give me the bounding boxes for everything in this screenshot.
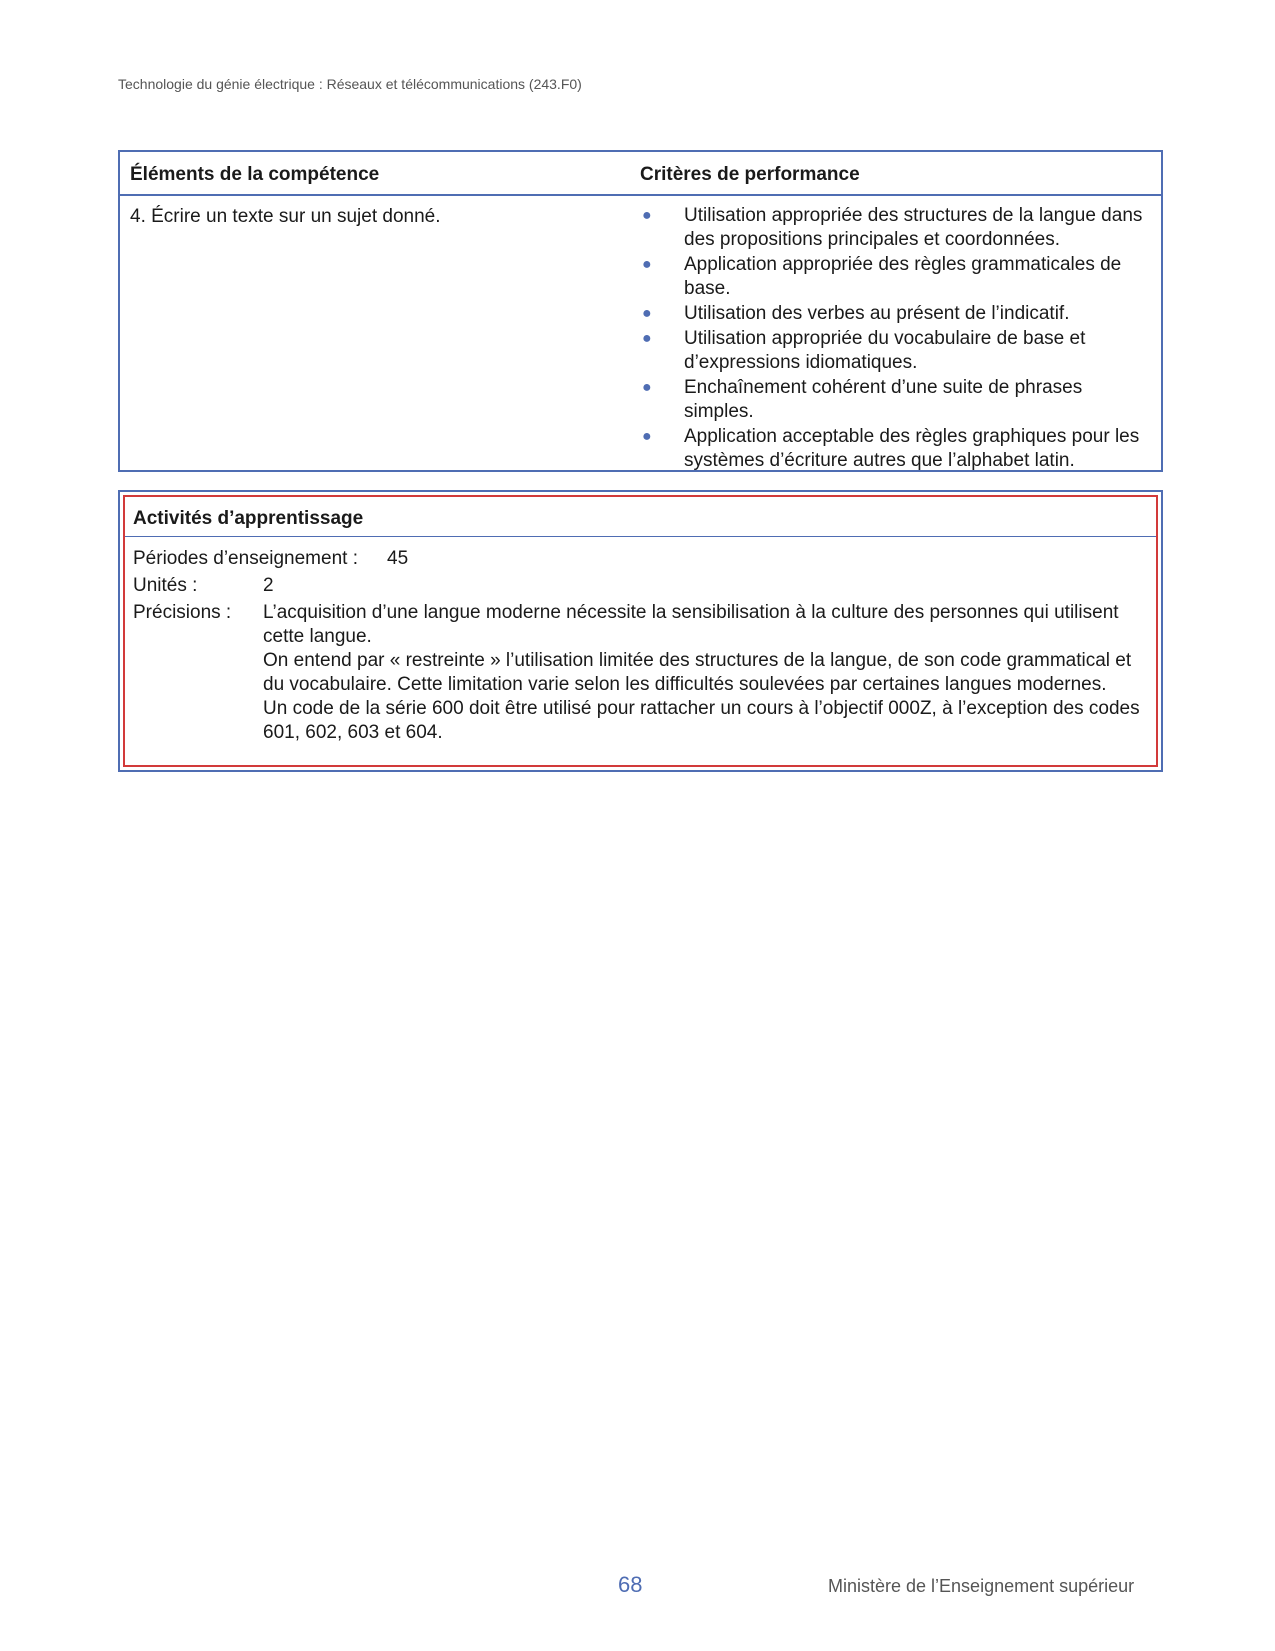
precision-paragraph: On entend par « restreinte » l’utilisation limitée des structures de la langue, de son code grammatical et du vocabulaire. Cette limitation varie selon les difficultés soulevées par certaines langues modernes. bbox=[263, 650, 1132, 695]
criterion-item: ● Utilisation appropriée du vocabulaire de base et d’expressions idiomatiques. bbox=[642, 328, 1086, 373]
learning-activities-inner bbox=[123, 495, 1158, 767]
precision-paragraph: Un code de la série 600 doit être utilisé pour rattacher un cours à l’objectif 000Z, à l’exception des codes 601, 602, 603 et 604. bbox=[263, 698, 1140, 743]
criterion-item: ● Enchaînement cohérent d’une suite de phrases simples. bbox=[642, 377, 1083, 422]
periods-label: Périodes d’enseignement : bbox=[133, 548, 358, 569]
periods-value: 45 bbox=[387, 548, 409, 569]
bullet-icon: ● bbox=[642, 207, 652, 224]
bullet-icon: ● bbox=[642, 305, 652, 322]
running-header: Technologie du génie électrique : Réseaux et télécommunications (243.F0) bbox=[118, 76, 582, 92]
page-number: 68 bbox=[618, 1572, 643, 1597]
criterion-item: ● Utilisation appropriée des structures de la langue dans des propositions principales et coordonnées. bbox=[642, 205, 1143, 250]
performance-criteria-list bbox=[640, 204, 1155, 474]
competence-table bbox=[118, 150, 1163, 472]
precisions-text bbox=[263, 601, 1153, 745]
criterion-item: ● Application appropriée des règles grammaticales de base. bbox=[642, 254, 1122, 299]
bullet-icon: ● bbox=[642, 379, 652, 396]
bullet-icon: ● bbox=[642, 330, 652, 347]
units-label: Unités : bbox=[133, 575, 198, 596]
activities-title: Activités d’apprentissage bbox=[125, 497, 1156, 537]
precision-paragraph: L’acquisition d’une langue moderne nécessite la sensibilisation à la culture des personnes qui utilisent cette langue. bbox=[263, 602, 1119, 647]
competence-table-header bbox=[120, 152, 1161, 196]
competence-element: 4. Écrire un texte sur un sujet donné. bbox=[130, 206, 441, 227]
criterion-item: ● Application acceptable des règles graphiques pour les systèmes d’écriture autres que l’alphabet latin. bbox=[642, 426, 1140, 471]
criterion-item: ● Utilisation des verbes au présent de l’indicatif. bbox=[642, 303, 1070, 324]
column-header-criteria: Critères de performance bbox=[640, 164, 860, 185]
precisions-label: Précisions : bbox=[133, 602, 232, 623]
bullet-icon: ● bbox=[642, 256, 652, 273]
column-header-elements: Éléments de la compétence bbox=[130, 164, 380, 185]
footer-organization: Ministère de l’Enseignement supérieur bbox=[828, 1576, 1135, 1596]
units-value: 2 bbox=[263, 575, 274, 596]
bullet-icon: ● bbox=[642, 428, 652, 445]
learning-activities-box bbox=[118, 490, 1163, 772]
